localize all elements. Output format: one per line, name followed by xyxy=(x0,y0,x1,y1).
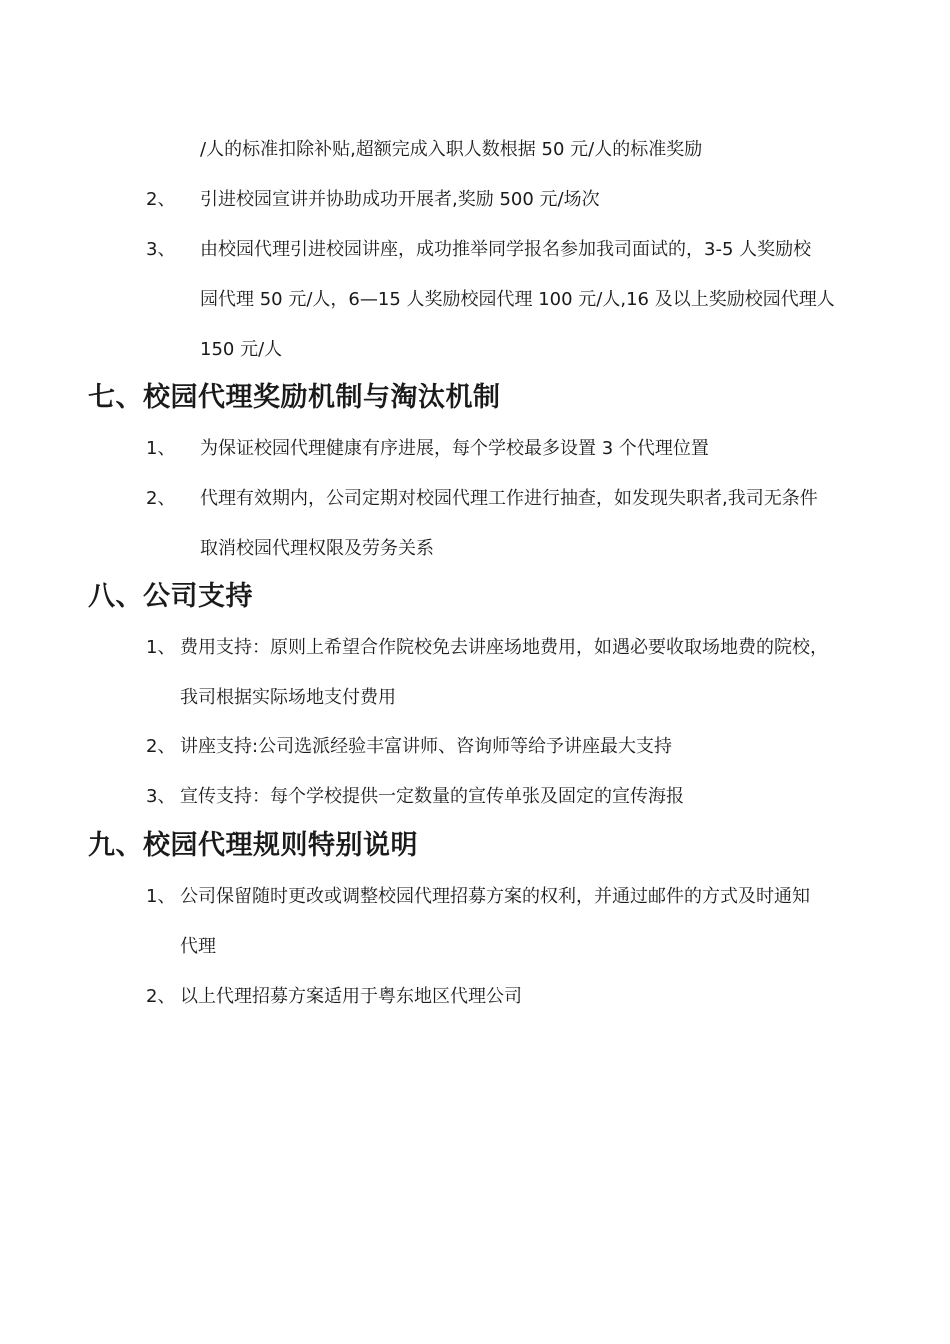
section7-item-1-number: 1、 xyxy=(146,438,176,459)
section9-item-1-text-line1: 公司保留随时更改或调整校园代理招募方案的权利，并通过邮件的方式及时通知 xyxy=(180,886,810,907)
section9-item-1-number: 1、 xyxy=(146,886,176,907)
section9-item-2-number: 2、 xyxy=(146,986,176,1007)
section6-item-2-text: 引进校园宣讲并协助成功开展者,奖励 500 元/场次 xyxy=(200,189,600,210)
section6-item-3-text-line3: 150 元/人 xyxy=(200,339,283,360)
section8-item-3-text: 宣传支持：每个学校提供一定数量的宣传单张及固定的宣传海报 xyxy=(180,786,684,807)
section6-item-3-text-line2: 园代理 50 元/人，6—15 人奖励校园代理 100 元/人,16 及以上奖励校园代理人 xyxy=(200,289,835,310)
section6-item-3-number: 3、 xyxy=(146,239,176,260)
section7-heading: 七、校园代理奖励机制与淘汰机制 xyxy=(88,382,501,413)
section8-item-1-text-line2: 我司根据实际场地支付费用 xyxy=(180,687,396,708)
section8-heading: 八、公司支持 xyxy=(88,581,253,612)
section7-item-2-text-line1: 代理有效期内，公司定期对校园代理工作进行抽查，如发现失职者,我司无条件 xyxy=(200,488,818,509)
section9-item-2-text: 以上代理招募方案适用于粤东地区代理公司 xyxy=(180,986,522,1007)
section7-item-1-text: 为保证校园代理健康有序进展，每个学校最多设置 3 个代理位置 xyxy=(200,438,709,459)
section8-item-2-number: 2、 xyxy=(146,736,176,757)
section9-item-1-text-line2: 代理 xyxy=(180,936,216,957)
section6-continuation-line: /人的标准扣除补贴,超额完成入职人数根据 50 元/人的标准奖励 xyxy=(200,139,703,160)
section8-item-1-number: 1、 xyxy=(146,637,176,658)
section8-item-3-number: 3、 xyxy=(146,786,176,807)
section6-item-2-number: 2、 xyxy=(146,189,176,210)
section8-item-2-text: 讲座支持:公司选派经验丰富讲师、咨询师等给予讲座最大支持 xyxy=(180,736,673,757)
section6-item-3-text-line1: 由校园代理引进校园讲座，成功推举同学报名参加我司面试的，3-5 人奖励校 xyxy=(200,239,812,260)
section7-item-2-number: 2、 xyxy=(146,488,176,509)
section9-heading: 九、校园代理规则特别说明 xyxy=(88,830,418,861)
section7-item-2-text-line2: 取消校园代理权限及劳务关系 xyxy=(200,538,434,559)
section8-item-1-text-line1: 费用支持：原则上希望合作院校免去讲座场地费用，如遇必要收取场地费的院校， xyxy=(180,637,828,658)
